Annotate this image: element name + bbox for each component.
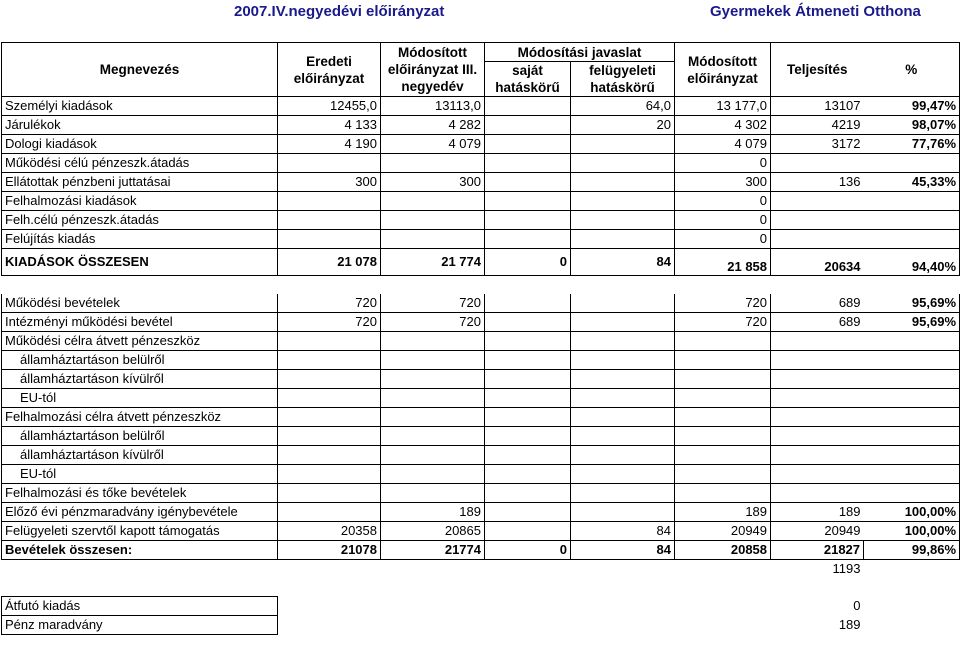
difference-row <box>2 560 960 579</box>
income-row <box>2 351 960 370</box>
cell-sajat <box>485 408 571 427</box>
cell-mod <box>675 446 771 465</box>
income-row <box>2 294 960 313</box>
cell-felug <box>571 135 675 154</box>
cell-eredeti: 300 <box>278 173 381 192</box>
cell-eredeti: 20358 <box>278 522 381 541</box>
cell-mod: 0 <box>675 230 771 249</box>
row-label: Felújítás kiadás <box>2 230 278 249</box>
cell-eredeti: 720 <box>278 313 381 332</box>
income-row <box>2 389 960 408</box>
cell-telj <box>771 154 864 173</box>
cell-telj <box>771 351 864 370</box>
cell-pct <box>864 427 960 446</box>
cell-pct <box>864 332 960 351</box>
cell-mod3: 300 <box>381 173 485 192</box>
row-label: Személyi kiadások <box>2 97 278 116</box>
institution-name: Gyermekek Átmeneti Otthona <box>710 3 921 20</box>
atfuto-row <box>2 597 960 616</box>
cell-mod: 720 <box>675 313 771 332</box>
row-label: Felhalmozási célra átvett pénzeszköz <box>2 408 278 427</box>
cell-mod3: 720 <box>381 294 485 313</box>
col-header-felugyeleti: felügyeleti hatáskörű <box>571 62 675 97</box>
expense-row <box>2 135 960 154</box>
cell-eredeti: 4 190 <box>278 135 381 154</box>
cell-sajat <box>485 503 571 522</box>
cell-telj <box>771 389 864 408</box>
atfuto-label: Átfutó kiadás <box>2 597 278 616</box>
income-section <box>2 294 960 541</box>
cell-felug <box>571 351 675 370</box>
cell-pct <box>864 446 960 465</box>
cell-telj: 3172 <box>771 135 864 154</box>
atfuto-value: 0 <box>853 598 861 613</box>
row-label: Intézményi működési bevétel <box>2 313 278 332</box>
cell-felug <box>571 389 675 408</box>
income-row <box>2 370 960 389</box>
cell-telj <box>771 192 864 211</box>
col-header-teljesites: Teljesítés <box>771 43 864 97</box>
cell-sajat: 0 <box>485 541 571 560</box>
cell-sajat: 0 <box>485 249 571 276</box>
cell-eredeti <box>278 465 381 484</box>
cell-sajat <box>485 192 571 211</box>
cell-eredeti: 12455,0 <box>278 97 381 116</box>
cell-sajat <box>485 427 571 446</box>
cell-telj: 20634 <box>771 249 864 276</box>
difference-value: 1193 <box>832 561 861 576</box>
expense-total-section <box>2 249 960 295</box>
cell-pct <box>864 389 960 408</box>
expense-total-row <box>2 249 960 276</box>
cell-mod3: 21774 <box>381 541 485 560</box>
cell-mod3 <box>381 192 485 211</box>
cell-mod <box>675 408 771 427</box>
cell-eredeti <box>278 427 381 446</box>
row-label: Felügyeleti szervtől kapott támogatás <box>2 522 278 541</box>
cell-telj <box>771 484 864 503</box>
cell-sajat <box>485 389 571 408</box>
income-total-row <box>2 541 960 560</box>
cell-mod3 <box>381 332 485 351</box>
cell-felug <box>571 446 675 465</box>
col-header-eredeti: Eredeti előirányzat <box>278 43 381 97</box>
cell-felug: 84 <box>571 541 675 560</box>
cell-pct <box>864 351 960 370</box>
cell-sajat <box>485 465 571 484</box>
cell-mod3: 4 282 <box>381 116 485 135</box>
cell-sajat <box>485 154 571 173</box>
cell-pct: 100,00% <box>864 522 960 541</box>
cell-pct <box>864 154 960 173</box>
cell-mod: 720 <box>675 294 771 313</box>
cell-telj: 189 <box>771 503 864 522</box>
penz-label: Pénz maradvány <box>2 616 278 635</box>
cell-pct: 94,40% <box>864 249 960 276</box>
cell-mod: 0 <box>675 192 771 211</box>
cell-eredeti <box>278 484 381 503</box>
row-label: Ellátottak pénzbeni juttatásai <box>2 173 278 192</box>
row-label: Működési célra átvett pénzeszköz <box>2 332 278 351</box>
cell-mod3 <box>381 465 485 484</box>
cell-eredeti: 21078 <box>278 541 381 560</box>
expense-row <box>2 173 960 192</box>
cell-felug <box>571 332 675 351</box>
cell-mod3 <box>381 446 485 465</box>
income-row <box>2 503 960 522</box>
cell-pct: 99,86% <box>864 541 960 560</box>
cell-telj <box>771 427 864 446</box>
cell-mod3 <box>381 154 485 173</box>
cell-eredeti <box>278 230 381 249</box>
cell-sajat <box>485 211 571 230</box>
cell-pct: 99,47% <box>864 97 960 116</box>
cell-mod <box>675 351 771 370</box>
budget-table <box>1 42 960 635</box>
cell-eredeti: 4 133 <box>278 116 381 135</box>
cell-telj <box>771 332 864 351</box>
row-label: Felhalmozási és tőke bevételek <box>2 484 278 503</box>
cell-pct: 95,69% <box>864 294 960 313</box>
cell-sajat <box>485 484 571 503</box>
income-row <box>2 522 960 541</box>
cell-eredeti: 720 <box>278 294 381 313</box>
cell-mod <box>675 484 771 503</box>
cell-mod: 4 302 <box>675 116 771 135</box>
cell-telj <box>771 465 864 484</box>
cell-felug <box>571 313 675 332</box>
cell-pct <box>864 465 960 484</box>
cell-mod3: 720 <box>381 313 485 332</box>
col-header-modositott: Módosított előirányzat <box>675 43 771 97</box>
cell-sajat <box>485 294 571 313</box>
cell-eredeti <box>278 503 381 522</box>
cell-sajat <box>485 313 571 332</box>
cell-sajat <box>485 135 571 154</box>
cell-felug <box>571 484 675 503</box>
cell-telj: 4219 <box>771 116 864 135</box>
cell-pct: 100,00% <box>864 503 960 522</box>
penz-value: 189 <box>838 617 861 632</box>
expense-row <box>2 192 960 211</box>
cell-sajat <box>485 173 571 192</box>
cell-pct <box>864 230 960 249</box>
cell-felug <box>571 192 675 211</box>
cell-mod <box>675 370 771 389</box>
col-header-szazalek: % <box>864 43 960 97</box>
cell-felug <box>571 211 675 230</box>
cell-felug <box>571 427 675 446</box>
cell-eredeti <box>278 332 381 351</box>
row-label: államháztartáson kívülről <box>2 370 278 389</box>
cell-felug <box>571 465 675 484</box>
penz-row <box>2 616 960 635</box>
cell-eredeti <box>278 211 381 230</box>
cell-pct <box>864 484 960 503</box>
cell-telj <box>771 230 864 249</box>
cell-mod3 <box>381 427 485 446</box>
cell-mod: 20858 <box>675 541 771 560</box>
income-total-section <box>2 541 960 635</box>
expense-row <box>2 154 960 173</box>
row-label: államháztartáson belülről <box>2 351 278 370</box>
cell-eredeti <box>278 446 381 465</box>
row-label: Felhalmozási kiadások <box>2 192 278 211</box>
cell-felug: 84 <box>571 522 675 541</box>
cell-sajat <box>485 351 571 370</box>
income-row <box>2 427 960 446</box>
col-header-megnevezes: Megnevezés <box>2 43 278 97</box>
cell-eredeti <box>278 154 381 173</box>
income-row <box>2 408 960 427</box>
cell-felug <box>571 294 675 313</box>
cell-felug <box>571 370 675 389</box>
row-label: Járulékok <box>2 116 278 135</box>
income-row <box>2 465 960 484</box>
cell-sajat <box>485 370 571 389</box>
col-header-sajat: saját hatáskörű <box>485 62 571 97</box>
cell-mod3: 4 079 <box>381 135 485 154</box>
cell-telj <box>771 408 864 427</box>
header-row-1 <box>2 43 960 62</box>
income-row <box>2 313 960 332</box>
cell-mod <box>675 389 771 408</box>
row-label: Felh.célú pénzeszk.átadás <box>2 211 278 230</box>
cell-telj: 136 <box>771 173 864 192</box>
cell-mod: 189 <box>675 503 771 522</box>
cell-eredeti <box>278 370 381 389</box>
cell-mod3 <box>381 370 485 389</box>
cell-telj <box>771 370 864 389</box>
cell-sajat <box>485 332 571 351</box>
cell-felug <box>571 154 675 173</box>
cell-eredeti <box>278 351 381 370</box>
cell-mod3: 189 <box>381 503 485 522</box>
cell-telj: 689 <box>771 294 864 313</box>
cell-telj: 689 <box>771 313 864 332</box>
cell-telj: 13107 <box>771 97 864 116</box>
income-row <box>2 332 960 351</box>
col-header-modositott-iii: Módosított előirányzat III. negyedév <box>381 43 485 97</box>
cell-telj <box>771 446 864 465</box>
income-row <box>2 446 960 465</box>
income-row <box>2 484 960 503</box>
row-label: EU-tól <box>2 389 278 408</box>
cell-sajat <box>485 97 571 116</box>
cell-felug: 64,0 <box>571 97 675 116</box>
row-label: EU-tól <box>2 465 278 484</box>
row-label: államháztartáson belülről <box>2 427 278 446</box>
cell-pct <box>864 370 960 389</box>
cell-mod: 0 <box>675 154 771 173</box>
expense-total-label: KIADÁSOK ÖSSZESEN <box>2 249 278 276</box>
cell-sajat <box>485 446 571 465</box>
cell-mod: 300 <box>675 173 771 192</box>
cell-eredeti <box>278 192 381 211</box>
cell-pct <box>864 211 960 230</box>
cell-pct: 77,76% <box>864 135 960 154</box>
cell-mod <box>675 427 771 446</box>
cell-mod3: 21 774 <box>381 249 485 276</box>
cell-mod3: 20865 <box>381 522 485 541</box>
cell-mod: 0 <box>675 211 771 230</box>
cell-telj: 21827 <box>771 541 864 560</box>
cell-mod3 <box>381 389 485 408</box>
cell-telj: 20949 <box>771 522 864 541</box>
cell-mod: 21 858 <box>675 249 771 276</box>
cell-mod3 <box>381 484 485 503</box>
cell-pct <box>864 408 960 427</box>
row-label: Működési bevételek <box>2 294 278 313</box>
income-total-label: Bevételek összesen: <box>2 541 278 560</box>
cell-felug <box>571 503 675 522</box>
cell-mod3 <box>381 211 485 230</box>
cell-pct <box>864 192 960 211</box>
cell-pct: 98,07% <box>864 116 960 135</box>
cell-mod <box>675 465 771 484</box>
cell-mod: 4 079 <box>675 135 771 154</box>
cell-pct: 45,33% <box>864 173 960 192</box>
cell-felug <box>571 173 675 192</box>
cell-pct: 95,69% <box>864 313 960 332</box>
expense-row <box>2 230 960 249</box>
cell-mod3 <box>381 408 485 427</box>
row-label: Dologi kiadások <box>2 135 278 154</box>
col-header-javaslat: Módosítási javaslat <box>485 43 675 62</box>
cell-mod: 20949 <box>675 522 771 541</box>
cell-eredeti <box>278 389 381 408</box>
cell-mod3 <box>381 351 485 370</box>
cell-eredeti <box>278 408 381 427</box>
cell-eredeti: 21 078 <box>278 249 381 276</box>
cell-mod3: 13113,0 <box>381 97 485 116</box>
cell-mod3 <box>381 230 485 249</box>
expense-section <box>2 97 960 249</box>
cell-felug: 20 <box>571 116 675 135</box>
expense-row <box>2 211 960 230</box>
expense-row <box>2 97 960 116</box>
cell-mod: 13 177,0 <box>675 97 771 116</box>
cell-sajat <box>485 522 571 541</box>
cell-sajat <box>485 116 571 135</box>
page-title: 2007.IV.negyedévi előirányzat <box>234 3 445 20</box>
cell-felug <box>571 230 675 249</box>
row-label: Működési célú pénzeszk.átadás <box>2 154 278 173</box>
expense-row <box>2 116 960 135</box>
row-label: államháztartáson kívülről <box>2 446 278 465</box>
cell-felug: 84 <box>571 249 675 276</box>
cell-sajat <box>485 230 571 249</box>
cell-felug <box>571 408 675 427</box>
cell-mod <box>675 332 771 351</box>
row-label: Előző évi pénzmaradvány igénybevétele <box>2 503 278 522</box>
cell-telj <box>771 211 864 230</box>
